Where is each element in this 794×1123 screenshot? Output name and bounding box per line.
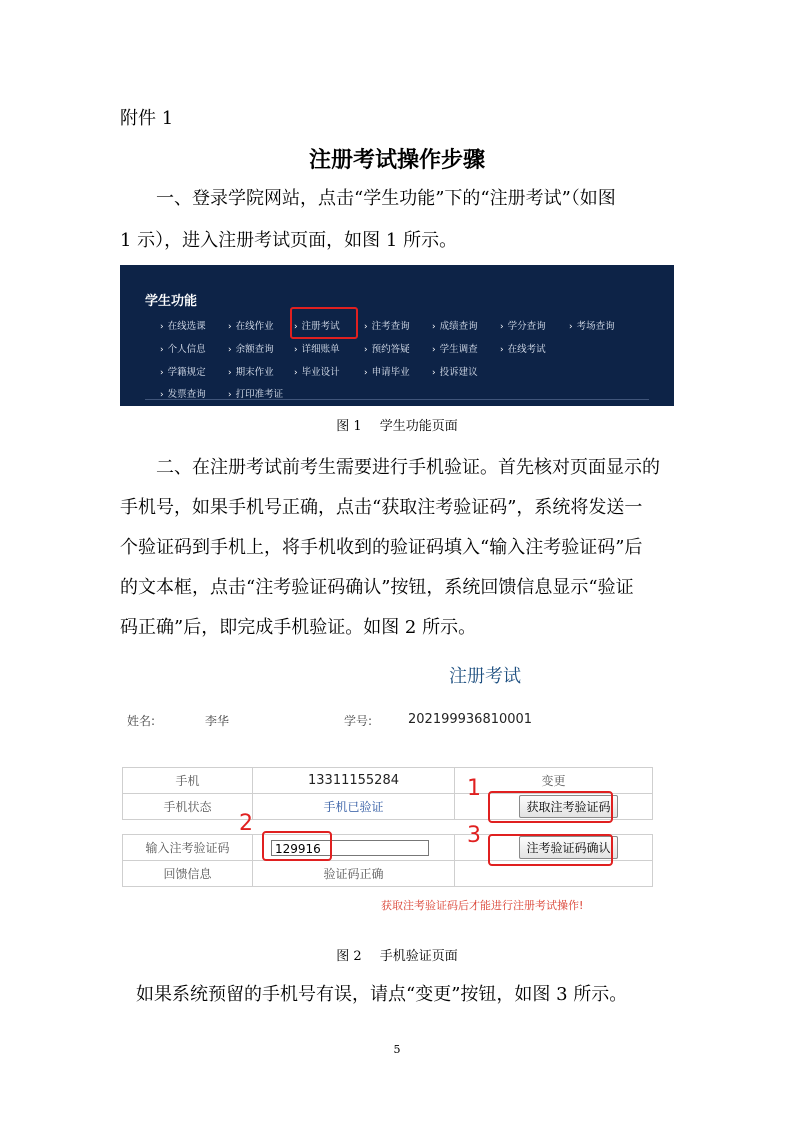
paragraph-2-line-5: 码正确”后，即完成手机验证。如图 2 所示。 [120,617,477,638]
menu-item[interactable] [500,341,546,355]
menu-item-label: 预约答疑 [371,344,410,355]
menu-item[interactable] [432,341,478,355]
highlight-box-register-exam [290,307,358,339]
chevron-right-icon: › [500,345,504,355]
menu-item-label: 考场查询 [576,321,615,332]
figure-1-number: 图 1 [336,419,362,434]
figure-2-number: 图 2 [336,949,362,964]
menu-item[interactable] [364,341,410,355]
phone-status-value: 手机已验证 [253,794,455,820]
chevron-right-icon: › [364,322,368,332]
figure-1-caption [0,415,794,434]
phone-status-label: 手机状态 [123,794,253,820]
menu-item[interactable] [228,364,274,378]
menu-item-label: 在线考试 [507,344,546,355]
menu-item[interactable] [432,364,478,378]
menu-item-label: 学分查询 [507,321,546,332]
menu-item-label: 学生调查 [439,344,478,355]
paragraph-2-line-1: 二、在注册考试前考生需要进行手机验证。首先核对页面显示的 [156,457,660,478]
register-exam-title: 注册考试 [449,666,521,687]
menu-item-label: 投诉建议 [439,367,478,378]
chevron-right-icon: › [569,322,573,332]
chevron-right-icon: › [294,322,298,332]
paragraph-1-line-2: 1 示），进入注册考试页面，如图 1 所示。 [120,230,458,251]
phone-label: 手机 [123,768,253,794]
menu-item[interactable] [160,364,206,378]
input-code-label: 输入注考验证码 [123,835,253,861]
attachment-label: 附件 1 [120,108,174,129]
menu-item[interactable] [228,386,283,400]
phone-value: 13311155284 [253,768,455,794]
menu-item-label: 注考查询 [371,321,410,332]
verification-code-input[interactable]: 129916 [271,840,429,856]
chevron-right-icon: › [432,368,436,378]
chevron-right-icon: › [294,368,298,378]
menu-item[interactable] [569,318,615,332]
menu-item[interactable] [294,341,340,355]
menu-item[interactable] [160,386,206,400]
chevron-right-icon: › [160,368,164,378]
menu-item[interactable] [160,341,206,355]
menu-item-label: 打印准考证 [235,389,284,400]
figure-1-text: 学生功能页面 [379,419,458,434]
paragraph-1-line-1: 一、登录学院网站，点击“学生功能”下的“注册考试”（如图 [156,188,616,209]
chevron-right-icon: › [160,390,164,400]
highlight-box-confirm [488,834,613,866]
student-functions-title: 学生功能 [145,294,198,309]
menu-item-label: 在线选课 [167,321,206,332]
chevron-right-icon: › [228,368,232,378]
student-id-label: 学号: [344,714,373,728]
menu-item-label: 成绩查询 [439,321,478,332]
document-title: 注册考试操作步骤 [308,148,485,173]
get-code-button[interactable]: 获取注考验证码 [519,795,617,818]
student-id-value: 202199936810001 [408,712,533,727]
menu-item-label: 申请毕业 [371,367,410,378]
page-number: 5 [393,1043,401,1056]
menu-item[interactable] [228,318,274,332]
chevron-right-icon: › [294,345,298,355]
feedback-value: 验证码正确 [253,861,455,887]
step-marker-3: 3 [467,823,481,848]
name-label: 姓名: [127,714,156,728]
paragraph-3: 如果系统预留的手机号有误，请点“变更”按钮，如图 3 所示。 [136,984,628,1005]
menu-item-label: 在线作业 [235,321,274,332]
menu-item-label: 个人信息 [167,344,206,355]
menu-item[interactable] [294,364,340,378]
menu-item[interactable] [228,341,274,355]
chevron-right-icon: › [228,390,232,400]
change-link[interactable]: 变更 [455,768,653,794]
figure-2-text: 手机验证页面 [379,949,458,964]
chevron-right-icon: › [228,322,232,332]
menu-item-label: 发票查询 [167,389,206,400]
step-marker-2: 2 [239,811,253,836]
menu-item-label: 详细账单 [301,344,340,355]
chevron-right-icon: › [364,345,368,355]
feedback-label: 回馈信息 [123,861,253,887]
menu-item-label: 毕业设计 [301,367,340,378]
menu-item-label: 期末作业 [235,367,274,378]
paragraph-2-line-4: 的文本框，点击“注考验证码确认”按钮，系统回馈信息显示“验证 [120,577,634,598]
menu-item-label: 注册考试 [301,321,340,332]
step-marker-1: 1 [467,776,481,801]
name-value: 李华 [205,714,230,728]
highlight-box-code-input [262,831,332,861]
chevron-right-icon: › [160,345,164,355]
paragraph-2 [120,448,674,648]
menu-item[interactable] [432,318,478,332]
menu-item[interactable] [364,364,410,378]
chevron-right-icon: › [364,368,368,378]
menu-item[interactable] [364,318,410,332]
student-functions-panel [120,265,674,406]
panel-divider [145,399,649,400]
chevron-right-icon: › [160,322,164,332]
table-row [123,768,653,794]
menu-item[interactable] [500,318,546,332]
paragraph-1 [120,184,674,256]
notice-text: 获取注考验证码后才能进行注册考试操作! [381,899,584,912]
paragraph-2-line-3: 个验证码到手机上，将手机收到的验证码填入“输入注考验证码”后 [120,537,643,558]
chevron-right-icon: › [228,345,232,355]
highlight-box-get-code [488,791,613,823]
chevron-right-icon: › [500,322,504,332]
paragraph-2-line-2: 手机号，如果手机号正确，点击“获取注考验证码”，系统将发送一 [120,497,643,518]
figure-2-caption [0,945,794,964]
chevron-right-icon: › [432,322,436,332]
menu-item[interactable] [160,318,206,332]
menu-item-label: 余额查询 [235,344,274,355]
menu-item-label: 学籍规定 [167,367,206,378]
confirm-code-button[interactable]: 注考验证码确认 [519,836,617,859]
chevron-right-icon: › [432,345,436,355]
